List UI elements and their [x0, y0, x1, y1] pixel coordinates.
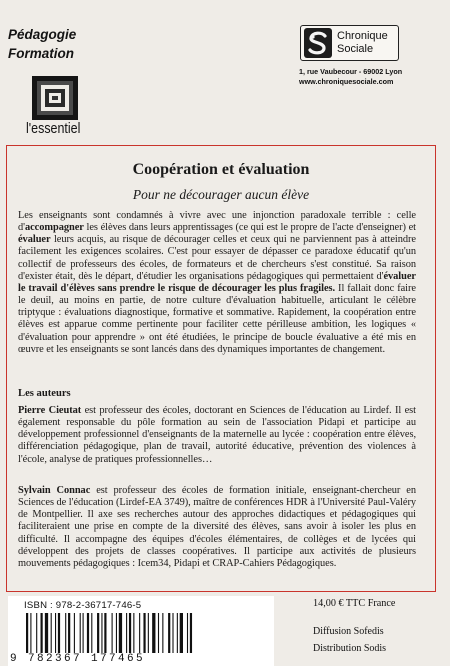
collection-logo-icon [32, 76, 78, 120]
intro-bold-evaluer: évaluer [18, 234, 51, 246]
author-bio-cieutat [18, 405, 416, 466]
intro-text-3: leurs acquis, au risque de décourager celles et ceux qui ne parviennent pas à atteindre facilement les exigences scolaires. C'est pour essayer de dépasser ce paradoxe éducatif qu'un collectif de professeurs des écoles, de formateurs et de chercheurs s'est constitué. Sa raison d'exister était, dès le départ, d'étudier les organisations pédagogiques qui permettaient d' [18, 234, 416, 282]
intro-bold-statement: évaluer le travail d'élèves sans prendre le risque de décourager les plus fragiles. [18, 270, 416, 294]
barcode-icon [24, 613, 248, 653]
author-text-connac: est professeur des écoles de formation initiale, enseignant-chercheur en Sciences de l'éducation (Lirdef-EA 3749), maître de conférences HDR à l'Université Paul-Valéry de Montpellier. Il axe ses recherches autour des approches didactiques et pédagogiques qui faciliteraient une prise en compte de la diversité des élèves, sans avoir à isoler les plus en difficulté. Il accompagne des équipes d'écoles élémentaires, de collèges et de lycées qui développent des projets de classes coopératives. Il participe aux activités de plusieurs mouvements pédagogiques : Icem34, Pidapi et CRAP-Cahiers Pédagogiques. [18, 485, 416, 569]
intro-paragraph [18, 210, 416, 356]
book-title: Coopération et évaluation [132, 161, 310, 178]
book-subtitle: Pour ne décourager aucun élève [132, 187, 310, 202]
intro-bold-accompagner: accompagner [24, 222, 84, 234]
authors-heading: Les auteurs [18, 388, 71, 399]
barcode-digits: 9 782367 177465 [10, 653, 146, 665]
isbn-label: ISBN : 978-2-36717-746-5 [24, 600, 142, 611]
intro-text-1: Les enseignants sont condamnés à vivre avec une injonction paradoxale terrible : celle d' [18, 210, 416, 234]
publisher-name-line2: Sociale [337, 43, 374, 55]
distribution-sodis: Distribution Sodis [313, 643, 387, 654]
series-label [8, 25, 128, 63]
publisher-contact [299, 67, 439, 87]
publisher-website: www.chroniquesociale.com [299, 77, 394, 86]
distribution-diffusion: Diffusion Sofedis [313, 626, 384, 637]
author-bio-connac [18, 485, 416, 570]
series-line-pedagogie: Pédagogie [8, 27, 77, 42]
intro-text-2: les élèves dans leurs apprentissages (ce qui est le propre de l'acte d'enseigner) et [83, 222, 416, 234]
intro-text-4: Il fallait donc faire le deuil, au moins en partie, de notre culture d'évaluation habituelle, articulant le célèbre triptyque : évaluations diagnostique, formative et sommative. Rapidement, la coopération entre élèves est apparue comme pertinente pour faciliter cette périlleuse ambition, les logiques « d'évaluation pour apprendre » ont été étudiées, le principe de boucle évaluative a été mis en œuvre et les enseignants se sont lancés dans des dynamiques importantes de changement. [18, 282, 416, 355]
collection-name: l'essentiel [26, 121, 81, 137]
price: 14,00 € TTC France [313, 598, 396, 609]
author-name-cieutat: Pierre Cieutat [18, 405, 82, 416]
publisher-address: 1, rue Vaubecour - 69002 Lyon [299, 67, 403, 76]
publisher-logo-icon [304, 28, 332, 58]
series-line-formation: Formation [8, 46, 74, 61]
author-name-connac: Sylvain Connac [18, 485, 91, 496]
publisher-name [337, 30, 397, 56]
publisher-name-line1: Chronique [337, 30, 388, 42]
author-text-cieutat: est professeur des écoles, doctorant en Sciences de l'éducation au Lirdef. Il est également responsable du pôle formation au sein de l'association Pidapi et participe au développement professionnel d'enseignants de la maternelle au lycée : coopération entre élèves, différenciation pédagogique, plan de travail, autorité éducative, prévention des violences à l'école, analyse de pratiques professionnelles… [18, 405, 416, 465]
